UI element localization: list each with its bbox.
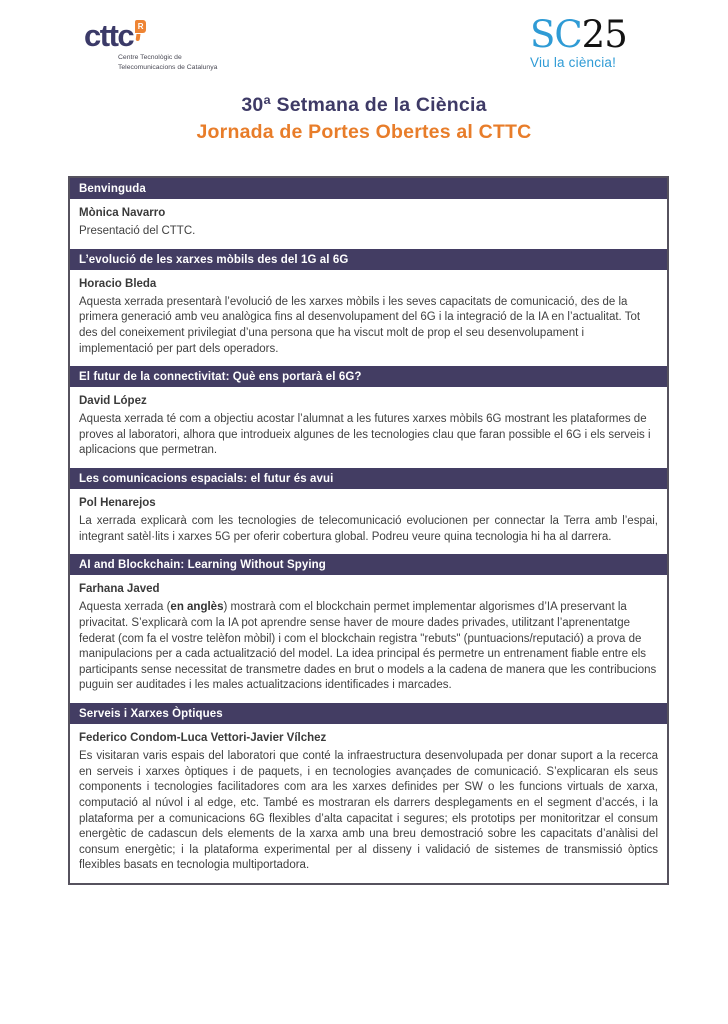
speaker-name: Federico Condom-Luca Vettori-Javier Vílchez (79, 732, 327, 744)
section-body (70, 270, 667, 367)
talk-description: Es visitaran varis espais del laboratori que conté la infraestructura desenvolupada per donar suport a la recerca en serveis i xarxes òptiques i de paquets, i en tecnologies avançades de comunicació. S’explicaran els seus components i tecnologies facilitadores com ara les xarxes definides per SW o les funcions virtuals de xarxa, computació al núvol i al edge, etc. També es mostraran els darrers desplegaments en el segment d’accés, i la plataforma per a comunicacions 6G flexibles d’alta capacitat i segures; els prototips per monitoritzar el consum energètic de cadascun dels elements de la xarxa amb una breu demostració sobre les capacitats d’anàlisi del consum energètic; i la plataforma experimental per al disseny i validació de sistemes de transmissió òptics flexibles basats en tecnologia multiportadora. (79, 750, 658, 872)
speaker-name: Horacio Bleda (79, 277, 157, 290)
section-header-serveis-xarxes-optiques: Serveis i Xarxes Òptiques (70, 703, 667, 724)
cttc-registered-mark-icon: R (135, 20, 146, 41)
section-header-futur-connectivitat: El futur de la connectivitat: Què ens portarà el 6G? (70, 366, 667, 387)
sc25-logo (530, 13, 627, 70)
section-header-benvinguda: Benvinguda (70, 178, 667, 199)
section-header-evolucio-xarxes: L’evolució de les xarxes mòbils des del 1G al 6G (70, 249, 667, 270)
cttc-wordmark (84, 18, 217, 53)
section-header-ai-blockchain: AI and Blockchain: Learning Without Spying (70, 554, 667, 575)
speaker-name: David López (79, 395, 147, 408)
sc25-sc-text: SC (530, 13, 582, 56)
speaker-name: Pol Henarejos (79, 497, 156, 509)
page-title (0, 94, 728, 144)
speaker-name: Mònica Navarro (79, 207, 166, 219)
program-table (68, 176, 669, 885)
cttc-logo (84, 18, 218, 73)
page-title-line2: Jornada de Portes Obertes al CTTC (196, 121, 532, 143)
talk-description: Presentació del CTTC. (79, 225, 196, 237)
sc25-year-text: 25 (581, 13, 627, 56)
cttc-tagline (118, 53, 217, 73)
section-body (70, 489, 667, 554)
talk-description: Aquesta xerrada (en anglès) mostrarà com el blockchain permet implementar algorismes d’IA preservant la privacitat. S’explicarà com la IA pot aprendre sense haver de moure dades privades, utilitzant l’aprenentatge federat (com fa el vostre telèfon mòbil) i com el blockchain registra "rebuts" (puntuacions/reputació) a prova de manipulacions per a cada actualització del model. La idea principal és permetre un entrenament fiable entre els participants sense necessitat de transmetre dades en brut o models a la cadena de manera que les contribucions puguin ser auditades i les males actualitzacions identificades i marcades. (79, 601, 657, 692)
talk-description: Aquesta xerrada té com a objectiu acostar l’alumnat a les futures xarxes mòbils 6G mostrant les plataformes de proves al laboratori, alhora que introdueix algunes de les tecnologies clau que faran possible el 6G i els serveis i aplicacions que permetran. (79, 413, 651, 457)
page-title-line1: 30ª Setmana de la Ciència (241, 94, 487, 116)
section-body (70, 724, 667, 883)
cttc-tagline-line1: Centre Tecnològic de (118, 53, 182, 61)
cttc-logo-text: cttc (84, 18, 134, 53)
sc25-wordmark (530, 13, 627, 56)
section-body (70, 387, 667, 468)
talk-description: La xerrada explicarà com les tecnologies de telecomunicació evolucionen per connectar la Terra amb l’espai, integrant satèl·lits i xarxes 5G per oferir cobertura global. Podreu veure quina tecnologia hi ha al darrera. (79, 515, 658, 543)
sc25-tagline: Viu la ciència! (530, 54, 617, 70)
section-body (70, 575, 667, 703)
talk-description: Aquesta xerrada presentarà l’evolució de les xarxes mòbils i les seves capacitats de comunicació, des de la primera generació amb veu analògica fins al desenvolupament del 6G i la integració de la IA en l’actualitat. Tot des del coneixement privilegiat d’una persona que ha viscut molt de prop el seu desenvolupament i implementació per part dels operadors. (79, 295, 641, 355)
speaker-name: Farhana Javed (79, 583, 160, 596)
section-body (70, 199, 667, 249)
cttc-tagline-line2: Telecomunicacions de Catalunya (118, 63, 218, 71)
talk-language-note: en anglès (170, 601, 224, 614)
section-header-comunicacions-espacials: Les comunicacions espacials: el futur és avui (70, 468, 667, 489)
